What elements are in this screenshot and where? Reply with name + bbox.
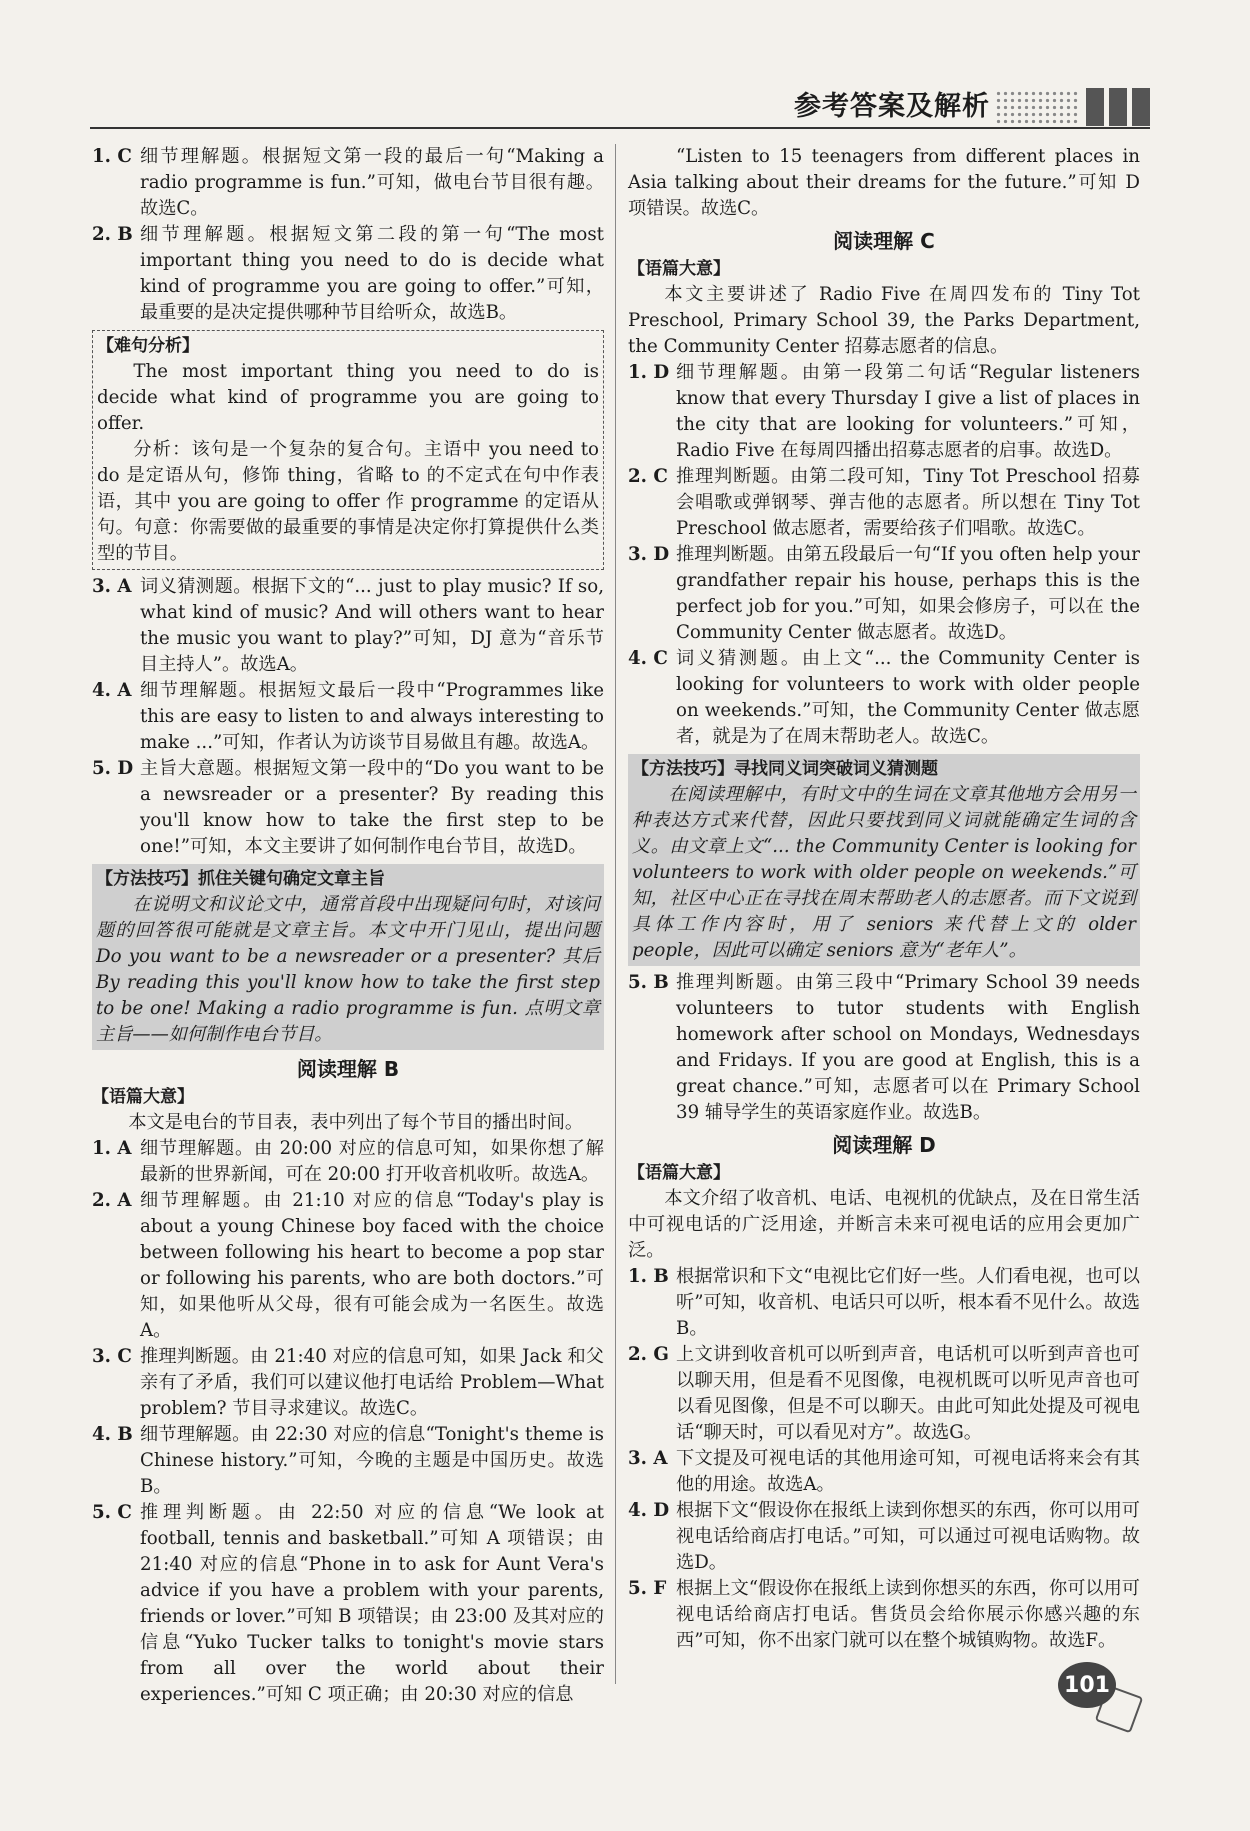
answer-text: 细节理解题。根据短文第二段的第一句“The most important thing you need to do is decide what kind of programme you are going to offer.”可知，最重要的是决定提供哪种节目给听众，故选B。	[140, 224, 604, 323]
section-title-d: 阅读理解 D	[832, 1133, 936, 1157]
summary-text: 本文是电台的节目表，表中列出了每个节目的播出时间。	[128, 1112, 584, 1133]
method-body: 在说明文和议论文中，通常首段中出现疑问句时，对该问题的回答很可能就是文章主旨。本文中开门见山，提出问题 Do you want to be a newsreader or a presenter? 其后 By reading this you'll know how to take the first step to be one! Making a radio programme is fun. 点明文章主旨——如何制作电台节目。	[96, 894, 600, 1045]
summary-title: 【语篇大意】	[628, 259, 730, 279]
note-sentence: The most important thing you need to do is decide what kind of programme you are going to offer.	[97, 361, 599, 434]
answer-item	[628, 1342, 1140, 1446]
answer-item	[628, 1446, 1140, 1498]
column-divider	[615, 144, 616, 1684]
page-number: 101	[1058, 1662, 1116, 1708]
answer-text: 上文讲到收音机可以听到声音，电话机可以听到声音也可以聊天用，但是看不见图像，电视机既可以听见声音也可以看见图像，但是不可以聊天。由此可知此处提及可视电话“聊天时，可以看见对方”。故选G。	[676, 1344, 1140, 1443]
answer-item	[92, 1344, 604, 1422]
answer-item	[92, 1188, 604, 1344]
answer-item	[628, 970, 1140, 1126]
answer-item	[92, 574, 604, 678]
answer-number: 5. C	[92, 1502, 132, 1523]
answer-item	[628, 360, 1140, 464]
answer-text: 主旨大意题。根据短文第一段中的“Do you want to be a newsreader or a presenter? By reading this you'll know how to take the first step to be one!”可知，本文主要讲了如何制作电台节目，故选D。	[140, 758, 604, 857]
section-title-b: 阅读理解 B	[296, 1057, 400, 1081]
answer-number: 2. G	[628, 1344, 669, 1365]
answer-number: 1. D	[628, 362, 670, 383]
answer-text: 推理判断题。由第五段最后一句“If you often help your grandfather repair his house, perhaps this is the perfect job for you.”可知，如果会修房子，可以在 the Community Center 做志愿者。故选D。	[676, 544, 1140, 643]
answer-item	[628, 542, 1140, 646]
answer-text: 细节理解题。根据短文第一段的最后一句“Making a radio programme is fun.”可知，做电台节目很有趣。故选C。	[140, 146, 604, 219]
answer-text: 根据常识和下文“电视比它们好一些。人们看电视，也可以听”可知，收音机、电话只可以听，根本看不见什么。故选B。	[676, 1266, 1140, 1339]
answer-number: 1. A	[92, 1138, 132, 1159]
right-column	[628, 144, 1140, 1654]
answer-item	[92, 1500, 604, 1708]
answer-text: 细节理解题。由第一段第二句话“Regular listeners know that every Thursday I give a list of places in the city that are looking for volunteers.”可知，Radio Five 在每周四播出招募志愿者的启事。故选D。	[676, 362, 1140, 461]
answer-text: 根据下文“假设你在报纸上读到你想买的东西，你可以用可视电话给商店打电话。”可知，可以通过可视电话购物。故选D。	[676, 1500, 1140, 1573]
summary-title: 【语篇大意】	[628, 1163, 730, 1183]
answer-item	[628, 1498, 1140, 1576]
answer-number: 3. A	[92, 576, 132, 597]
answer-item	[92, 1136, 604, 1188]
header-dot-pattern	[995, 90, 1080, 124]
answer-text: 推理判断题。由 21:40 对应的信息可知，如果 Jack 和父亲有了矛盾，我们可以建议他打电话给 Problem—What problem? 节目寻求建议。故选C。	[140, 1346, 604, 1419]
summary-text: 本文主要讲述了 Radio Five 在周四发布的 Tiny Tot Preschool, Primary School 39, the Parks Department, the Community Center 招募志愿者的信息。	[628, 284, 1140, 357]
answer-item	[92, 144, 604, 222]
answer-number: 3. C	[92, 1346, 132, 1367]
header-title: 参考答案及解析	[794, 91, 990, 122]
page-header	[90, 80, 1150, 130]
method-body: 在阅读理解中，有时文中的生词在文章其他地方会用另一种表达方式来代替，因此只要找到同义词就能确定生词的含义。由文章上文“... the Community Center is looking for volunteers to work with older people on weekends.”可知，社区中心正在寻找在周末帮助老人的志愿者。而下文说到具体工作内容时，用了 seniors 来代替上文的 older people，因此可以确定 seniors 意为“老年人”。	[632, 784, 1136, 961]
header-rule	[90, 127, 1150, 129]
answer-number: 4. C	[628, 648, 668, 669]
answer-number: 1. B	[628, 1266, 669, 1287]
answer-number: 5. B	[628, 972, 669, 993]
answer-item	[92, 678, 604, 756]
answer-number: 2. A	[92, 1190, 132, 1211]
answer-number: 1. C	[92, 146, 132, 167]
difficult-sentence-box	[92, 330, 604, 570]
answer-text: 推理判断题。由第三段中“Primary School 39 needs volunteers to tutor students with English homework after school on Mondays, Wednesdays and Fridays. If you are good at English, this is a great chance.”可知，志愿者可以在 Primary School 39 辅导学生的英语家庭作业。故选B。	[676, 972, 1140, 1123]
answer-number: 3. D	[628, 544, 670, 565]
answer-number: 4. A	[92, 680, 132, 701]
answer-text: 细节理解题。由 20:00 对应的信息可知，如果你想了解最新的世界新闻，可在 20:00 打开收音机收听。故选A。	[140, 1138, 604, 1185]
answer-number: 4. D	[628, 1500, 670, 1521]
answer-text: 词义猜测题。由上文“... the Community Center is looking for volunteers to work with older people on weekends.”可知，the Community Center 做志愿者，就是为了在周末帮助老人。故选C。	[676, 648, 1140, 747]
answer-number: 2. B	[92, 224, 133, 245]
answer-text: 根据上文“假设你在报纸上读到你想买的东西，你可以用可视电话给商店打电话。售货员会给你展示你感兴趣的东西”可知，你不出家门就可以在整个城镇购物。故选F。	[676, 1578, 1140, 1651]
note-title: 【难句分析】	[97, 336, 199, 356]
method-title: 【方法技巧】寻找同义词突破词义猜测题	[632, 759, 938, 779]
answer-text: 词义猜测题。根据下文的“... just to play music? If so, what kind of music? And will others want to hear the music you want to play?”可知，DJ 意为“音乐节目主持人”。故选A。	[140, 576, 604, 675]
method-tip-box	[92, 864, 604, 1050]
answer-item	[628, 1264, 1140, 1342]
continued-text: “Listen to 15 teenagers from different places in Asia talking about their dreams for the future.”可知 D 项错误。故选C。	[628, 146, 1140, 219]
method-tip-box	[628, 754, 1140, 966]
answer-number: 2. C	[628, 466, 668, 487]
answer-item	[628, 464, 1140, 542]
answer-text: 推理判断题。由第二段可知，Tiny Tot Preschool 招募会唱歌或弹钢琴、弹吉他的志愿者。所以想在 Tiny Tot Preschool 做志愿者，需要给孩子们唱歌。故选C。	[676, 466, 1140, 539]
answer-number: 3. A	[628, 1448, 668, 1469]
section-title-c: 阅读理解 C	[833, 229, 935, 253]
header-bar-decoration	[1086, 88, 1150, 126]
summary-title: 【语篇大意】	[92, 1087, 194, 1107]
answer-item	[92, 1422, 604, 1500]
summary-text: 本文介绍了收音机、电话、电视机的优缺点，及在日常生活中可视电话的广泛用途，并断言未来可视电话的应用会更加广泛。	[628, 1188, 1140, 1261]
answer-text: 推理判断题。由 22:50 对应的信息“We look at football, tennis and basketball.”可知 A 项错误；由 21:40 对应的信息“Phone in to ask for Aunt Vera's advice if you have a problem with your parents, friends or lover.”可知 B 项错误；由 23:00 及其对应的信息“Yuko Tucker talks to tonight's movie stars from all over the world about their experiences.”可知 C 项正确；由 20:30 对应的信息	[140, 1502, 604, 1705]
answer-text: 细节理解题。根据短文最后一段中“Programmes like this are easy to listen to and always interesting to make ...”可知，作者认为访谈节目易做且有趣。故选A。	[140, 680, 604, 753]
left-column	[92, 144, 604, 1708]
answer-item	[92, 756, 604, 860]
answer-text: 下文提及可视电话的其他用途可知，可视电话将来会有其他的用途。故选A。	[676, 1448, 1140, 1495]
answer-text: 细节理解题。由 22:30 对应的信息“Tonight's theme is Chinese history.”可知，今晚的主题是中国历史。故选B。	[140, 1424, 604, 1497]
answer-number: 5. D	[92, 758, 134, 779]
note-analysis: 分析：该句是一个复杂的复合句。主语中 you need to do 是定语从句，修饰 thing，省略 to 的不定式在句中作表语，其中 you are going to offer 作 programme 的定语从句。句意：你需要做的最重要的事情是决定你打算提供什么类型的节目。	[97, 439, 599, 564]
answer-item	[92, 222, 604, 326]
method-title: 【方法技巧】抓住关键句确定文章主旨	[96, 869, 385, 889]
answer-item	[628, 646, 1140, 750]
answer-text: 细节理解题。由 21:10 对应的信息“Today's play is about a young Chinese boy faced with the choice between following his heart to become a pop star or following his parents, who are both doctors.”可知，如果他听从父母，很有可能会成为一名医生。故选A。	[140, 1190, 604, 1341]
answer-number: 5. F	[628, 1578, 667, 1599]
answer-item	[628, 1576, 1140, 1654]
answer-number: 4. B	[92, 1424, 133, 1445]
